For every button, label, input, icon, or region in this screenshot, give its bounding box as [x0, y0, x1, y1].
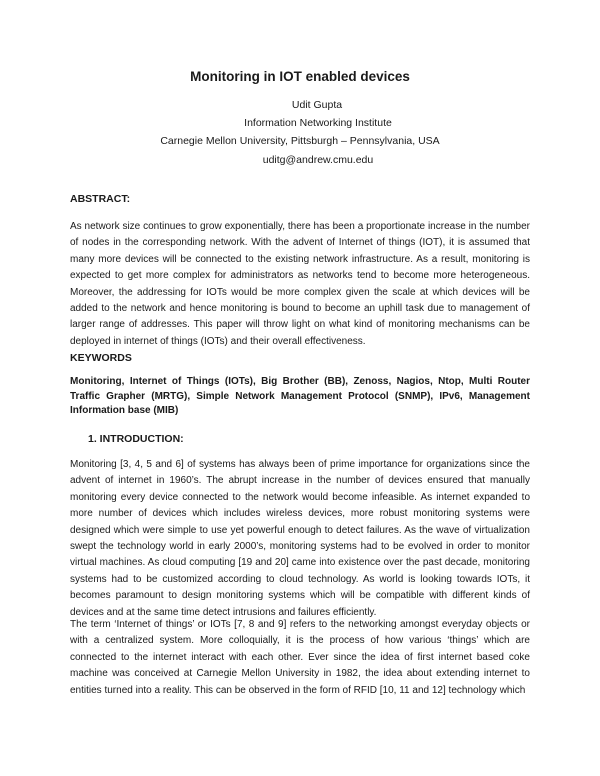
author-name: Udit Gupta	[291, 99, 343, 111]
introduction-paragraph-1: Monitoring [3, 4, 5 and 6] of systems has always been of prime importance for organizations since the advent of internet in 1960’s. The abrupt increase in the number of devices ensured that manually monitoring every device connected to the network would become infeasible. As internet expanded to more number of devices which includes wireless devices, more robust monitoring systems were designed which were simple to use yet powerful enough to detect failures. As the wave of virtualization swept the technology world in early 2000’s, monitoring systems had to be evolved in order to monitor virtual machines. As cloud computing [19 and 20] came into existence over the past decade, monitoring systems had to be customized according to cloud technology. As world is looking towards IOTs, it becomes paramount to design monitoring systems which will be compatible with different kinds of devices and at the same time detect intrusions and failures efficiently.	[70, 459, 530, 618]
keywords-heading: KEYWORDS	[70, 352, 132, 364]
keywords-text: Monitoring, Internet of Things (IOTs), Big Brother (BB), Zenoss, Nagios, Ntop, Multi Router Traffic Grapher (MRTG), Simple Network Management Protocol (SNMP), IPv6, Management Information base (MIB)	[70, 376, 530, 417]
abstract-text: As network size continues to grow exponentially, there has been a proportionate increase in the number of nodes in the corresponding network. With the advent of Internet of things (IOT), it is assumed that many more devices will be connected to the existing network infrastructure. As a result, monitoring is expected to get more complex for administrators as networks tend to become more heterogeneous. Moreover, the addressing for IOTs would be more complex given the scale at which devices will be added to the network and hence monitoring is bound to become an uphill task due to management of larger range of addresses. This paper will throw light on what kind of monitoring mechanisms can be deployed in internet of things (IOTs) and their overall effectiveness.	[70, 221, 530, 347]
author-name-line	[0, 99, 600, 111]
email-line	[0, 154, 600, 166]
paper-title: Monitoring in IOT enabled devices	[190, 69, 410, 84]
institution: Carnegie Mellon University, Pittsburgh – Pennsylvania, USA	[160, 135, 440, 147]
introduction-heading: 1. INTRODUCTION:	[88, 433, 184, 445]
affiliation: Information Networking Institute	[244, 117, 392, 129]
abstract-heading: ABSTRACT:	[70, 193, 131, 205]
affiliation-line	[0, 117, 600, 129]
introduction-paragraph-2: The term ‘Internet of things’ or IOTs [7, 8 and 9] refers to the networking amongst everyday objects or with a centralized system. More colloquially, it is the process of how various ‘things’ which are connected to the internet interact with each other. Ever since the idea of first internet based coke machine was conceived at Carnegie Mellon University in 1982, the idea about extending internet to entities turned into a reality. This can be observed in the form of RFID [10, 11 and 12] technology which	[70, 619, 530, 696]
author-email: uditg@andrew.cmu.edu	[262, 154, 374, 166]
